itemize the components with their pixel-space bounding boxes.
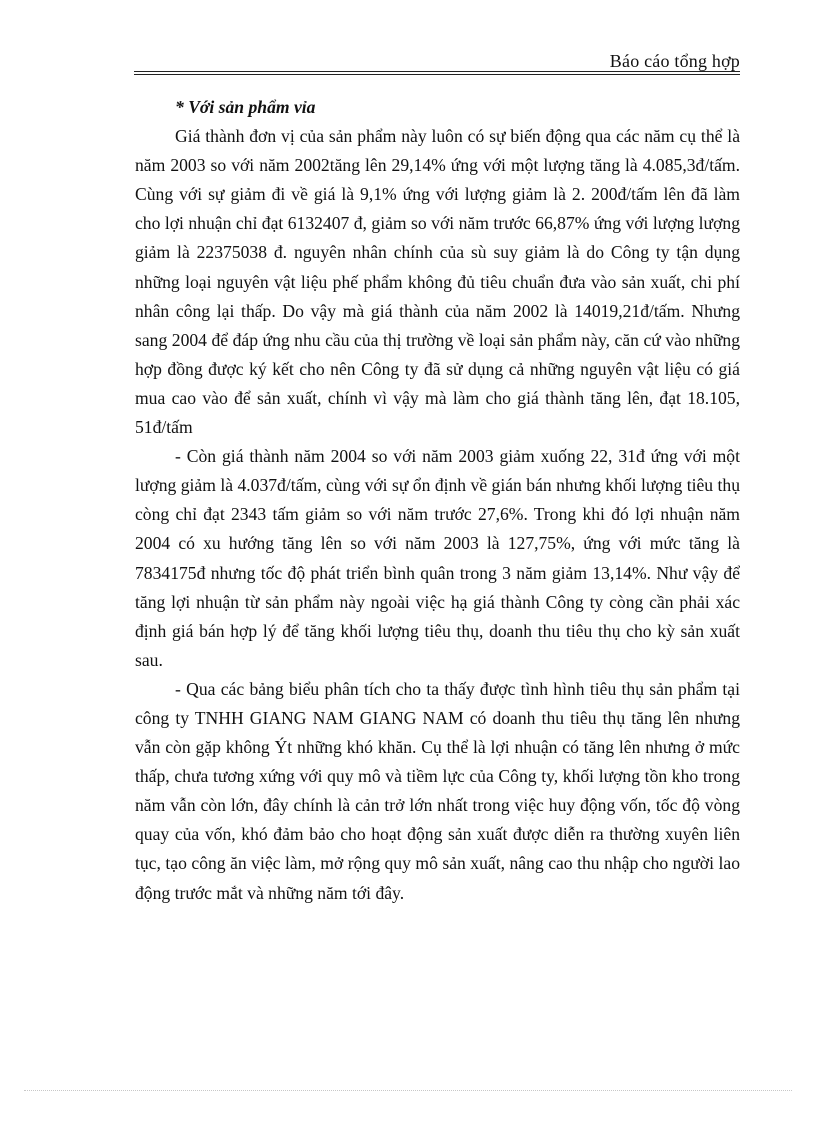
- header-rule-bottom: [134, 74, 740, 75]
- paragraph-2: - Còn giá thành năm 2004 so với năm 2003 giảm xuống 22, 31đ ứng với một lượng giảm là 4.037đ/tấm, cùng với sự ổn định về gián bán nhưng khối lượng tiêu thụ còng chỉ đạt 2343 tấm giảm so với năm trước 27,6%. Trong khi đó lợi nhuận năm 2004 có xu hướng tăng lên so với năm 2003 là 127,75%, ứng với mức tăng là 7834175đ nhưng tốc độ phát triển bình quân trong 3 năm giảm 13,14%. Như vậy để tăng lợi nhuận từ sản phẩm này ngoài việc hạ giá thành Công ty còng cần phải xác định giá bán hợp lý để tăng khối lượng tiêu thụ, doanh thu tiêu thụ cho kỳ sản xuất sau.: [135, 446, 740, 670]
- running-header: Báo cáo tổng hợp: [609, 51, 740, 71]
- paragraph-1: Giá thành đơn vị của sản phẩm này luôn có sự biến động qua các năm cụ thể là năm 2003 so với năm 2002tăng lên 29,14% ứng với một lượng tăng là 4.085,3đ/tấm. Cùng với sự giảm đi về giá là 9,1% ứng với lượng giảm là 2. 200đ/tấm lên đã làm cho lợi nhuận chỉ đạt 6132407 đ, giảm so với năm trước 66,87% ứng với lượng lượng giảm là 22375038 đ. nguyên nhân chính của sù suy giảm là do Công ty tận dụng những loại nguyên vật liệu phế phẩm không đủ tiêu chuẩn đưa vào sản xuất, chi phí nhân công lại thấp. Do vậy mà giá thành của năm 2002 là 14019,21đ/tấm. Nhưng sang 2004 để đáp ứng nhu cầu của thị trường về loại sản phẩm này, căn cứ vào những hợp đồng được ký kết cho nên Công ty đã sử dụng cả những nguyên vật liệu có giá mua cao vào để sản xuất, chính vì vậy mà làm cho giá thành tăng lên, đạt 18.105, 51đ/tấm: [135, 126, 740, 438]
- section-title: * Với sản phẩm vỉa: [175, 97, 316, 117]
- header-rule-top: [134, 71, 740, 72]
- page-bottom-divider: [24, 1090, 792, 1091]
- paragraph-3: - Qua các bảng biểu phân tích cho ta thấy được tình hình tiêu thụ sản phẩm tại công ty TNHH GIANG NAM GIANG NAM có doanh thu tiêu thụ tăng lên nhưng vẫn còn gặp không Ýt những khó khăn. Cụ thể là lợi nhuận có tăng lên nhưng ở mức thấp, chưa tương xứng với quy mô và tiềm lực của Công ty, khối lượng tồn kho trong năm vẫn còn lớn, đây chính là cản trở lớn nhất trong việc huy động vốn, tốc độ vòng quay của vốn, khó đảm bảo cho hoạt động sản xuất được diễn ra thường xuyên liên tục, tạo công ăn việc làm, mở rộng quy mô sản xuất, nâng cao thu nhập cho người lao động trước mắt và những năm tới đây.: [135, 678, 740, 903]
- body-text: [135, 93, 740, 908]
